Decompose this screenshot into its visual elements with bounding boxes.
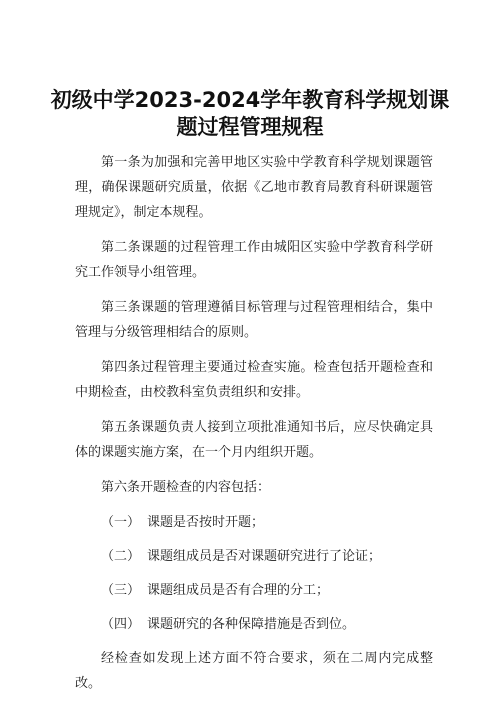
list-item	[75, 544, 433, 569]
list-item	[75, 510, 433, 535]
article-5: 第五条课题负责人接到立项批准通知书后，应尽快确定具体的课题实施方案，在一个月内组织开题。	[75, 420, 433, 460]
list-item-number: （四）	[101, 617, 141, 632]
list-item-text: 课题研究的各种保障措施是否到位。	[147, 617, 356, 632]
article-6: 第六条开题检查的内容包括：	[101, 480, 271, 495]
list-item-text: 课题组成员是否有合理的分工；	[147, 583, 330, 598]
document-body	[75, 150, 433, 706]
list-item-text: 课题组成员是否对课题研究进行了论证；	[147, 549, 382, 564]
list-item-text: 课题是否按时开题；	[147, 515, 265, 530]
article-2: 第二条课题的过程管理工作由城阳区实验中学教育科学研究工作领导小组管理。	[75, 240, 433, 280]
list-item	[75, 578, 433, 603]
list-item	[75, 612, 433, 637]
list-item-number: （三）	[101, 583, 141, 598]
article-4: 第四条过程管理主要通过检查实施。检查包括开题检查和中期检查，由校教科室负责组织和安排。	[75, 360, 433, 400]
document-title-line-1: 初级中学2023-2024学年教育科学规划课	[50, 88, 450, 112]
list-item-number: （二）	[101, 549, 141, 564]
document-title-line-2: 题过程管理规程	[176, 115, 324, 139]
article-3: 第三条课题的管理遵循目标管理与过程管理相结合，集中管理与分级管理相结合的原则。	[75, 300, 433, 340]
article-1: 第一条为加强和完善甲地区实验中学教育科学规划课题管理，确保课题研究质量，依据《乙地市教育局教育科研课题管理规定》，制定本规程。	[75, 155, 433, 220]
list-item-number: （一）	[101, 515, 141, 530]
closing-paragraph: 经检查如发现上述方面不符合要求，须在二周内完成整改。	[75, 651, 433, 691]
